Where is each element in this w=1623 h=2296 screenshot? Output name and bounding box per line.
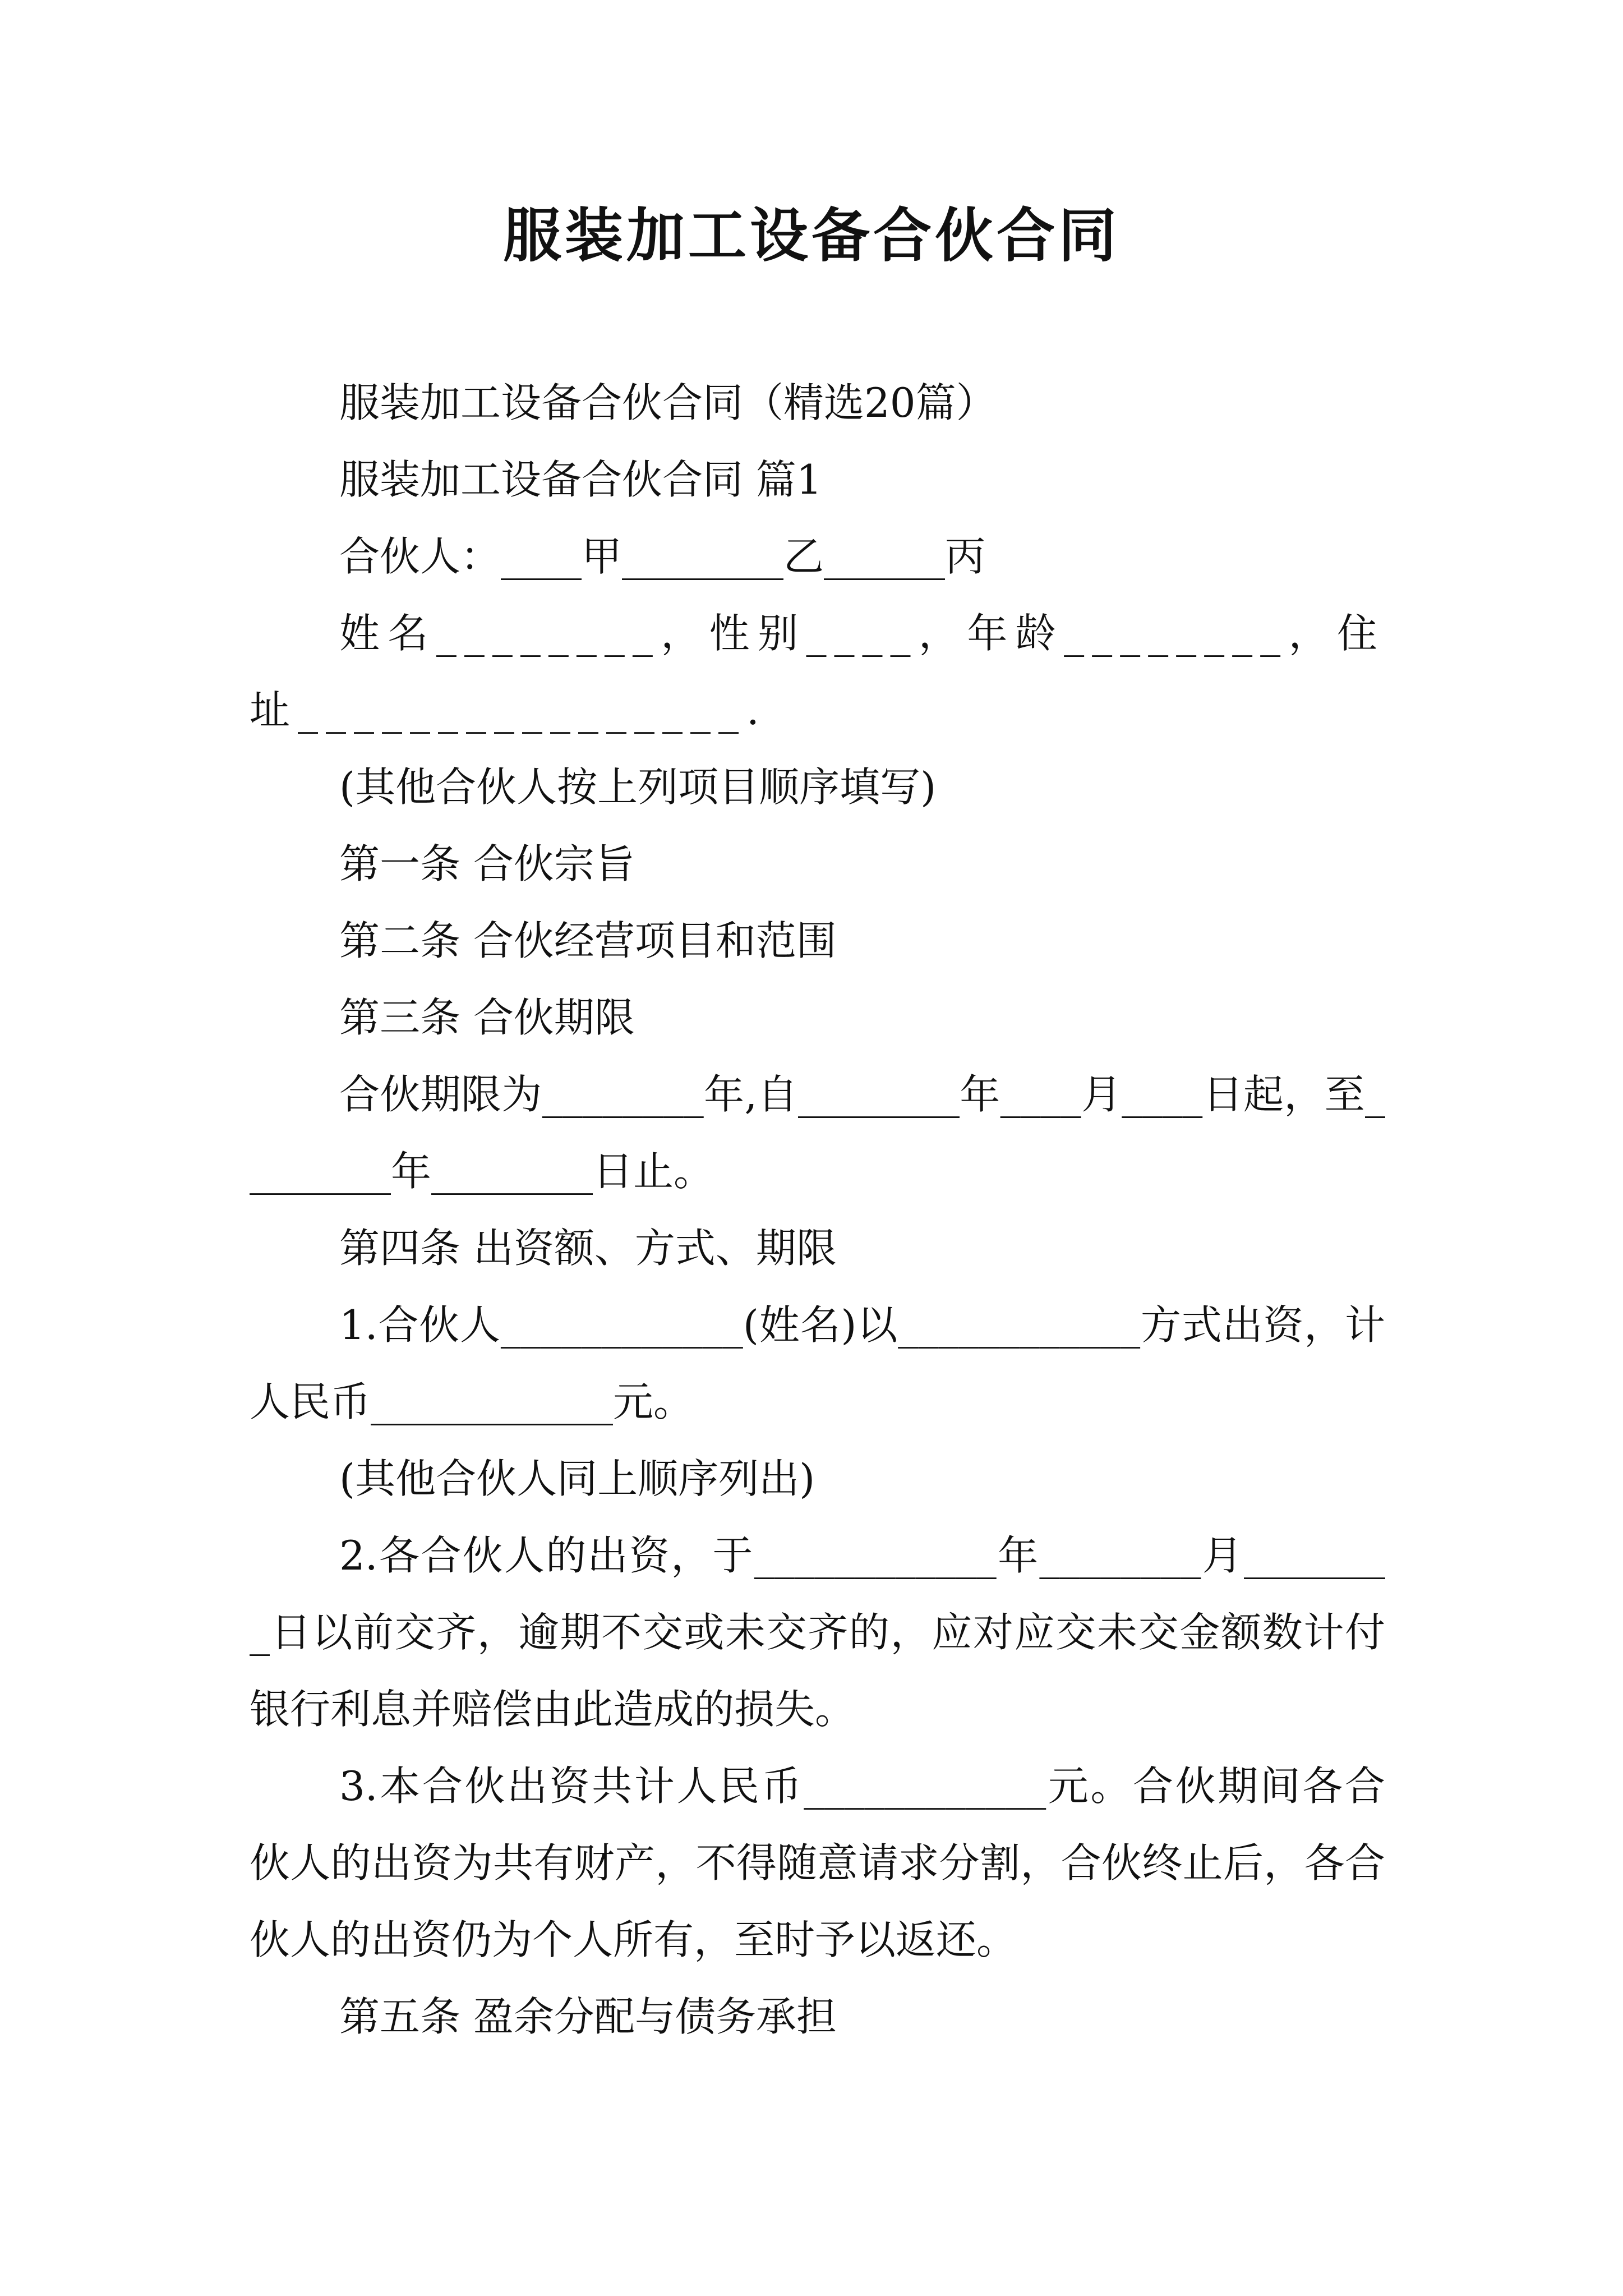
article-4-heading: 第四条 出资额、方式、期限	[339, 1225, 837, 1272]
article-1-heading: 第一条 合伙宗旨	[339, 840, 635, 887]
paragraph-partner-info: 姓名________，性别____，年龄________，住址________________.	[250, 610, 1385, 734]
document-body	[250, 365, 1385, 2055]
paragraph-section-heading: 服装加工设备合伙合同 篇1	[339, 456, 822, 503]
paragraph-term: 合伙期限为________年,自________年____月____日起，至________年________日止。	[250, 1071, 1385, 1195]
document-title: 服装加工设备合伙合同	[502, 201, 1120, 270]
paragraph-partners: 合伙人：____甲________乙______丙	[339, 533, 986, 580]
paragraph-contribution-2: 2.各合伙人的出资，于____________年________月________日以前交齐，逾期不交或未交齐的，应对应交未交金额数计付银行利息并赔偿由此造成的损失。	[250, 1532, 1385, 1733]
paragraph-contribution-3: 3.本合伙出资共计人民币____________元。合伙期间各合伙人的出资为共有财产，不得随意请求分割，合伙终止后，各合伙人的出资仍为个人所有，至时予以返还。	[250, 1763, 1385, 1963]
article-2-heading: 第二条 合伙经营项目和范围	[339, 917, 837, 964]
paragraph-note-2: (其他合伙人同上顺序列出)	[339, 1455, 815, 1502]
article-5-heading: 第五条 盈余分配与债务承担	[339, 1993, 837, 2040]
paragraph-contribution-1: 1.合伙人____________(姓名)以____________方式出资，计人民币____________元。	[250, 1301, 1385, 1425]
paragraph-subtitle: 服装加工设备合伙合同（精选20篇）	[339, 379, 997, 426]
article-3-heading: 第三条 合伙期限	[339, 994, 635, 1041]
paragraph-note: (其他合伙人按上列项目顺序填写)	[339, 763, 937, 811]
